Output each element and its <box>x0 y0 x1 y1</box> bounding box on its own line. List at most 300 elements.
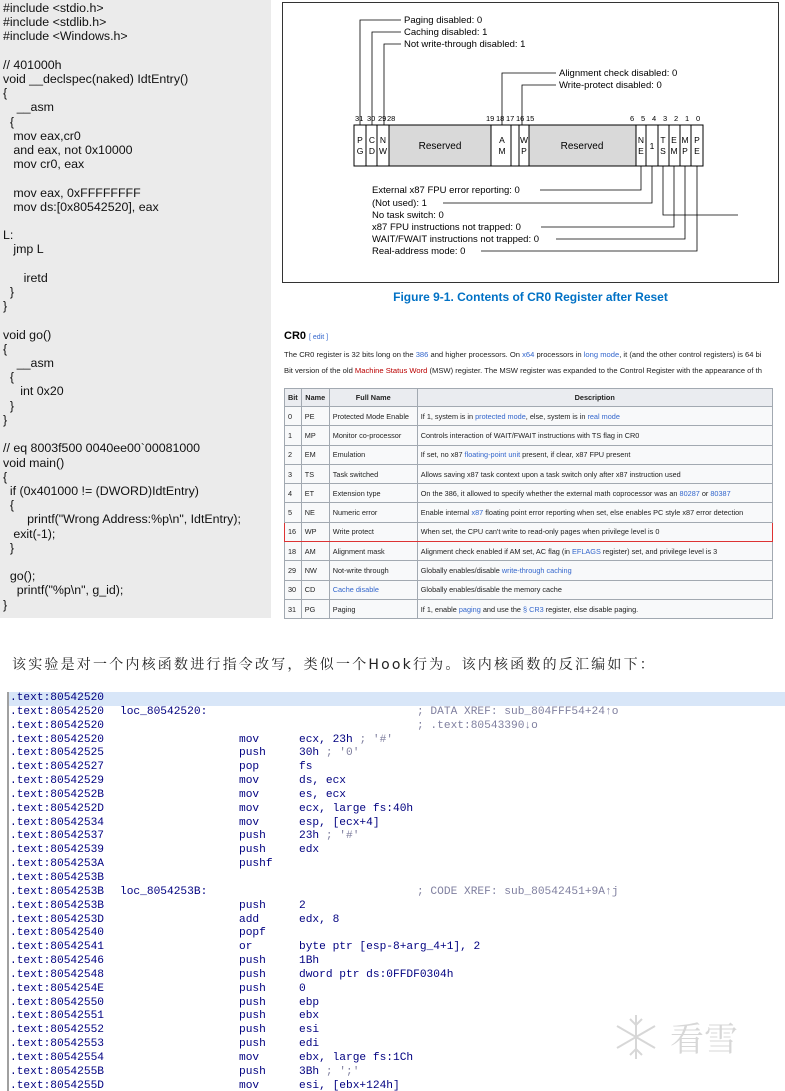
description-link[interactable]: 80387 <box>710 488 731 498</box>
cell-description <box>417 580 772 599</box>
description-text: , else, system is in <box>525 411 588 421</box>
cell-name: NE <box>301 503 329 522</box>
code-line: #include <Windows.h> <box>3 29 128 44</box>
svg-text:M: M <box>670 146 678 156</box>
svg-text:看雪: 看雪 <box>670 1020 738 1060</box>
code-line: // eq 8003f500 0040ee00`00081000 <box>3 441 201 456</box>
cell-description <box>417 484 772 503</box>
cr0-register-figure <box>282 2 779 283</box>
svg-text:3: 3 <box>663 114 668 123</box>
disasm-mnemonic: mov <box>239 775 260 788</box>
disasm-address: .text:80542551 <box>10 1010 104 1023</box>
disasm-line[interactable] <box>9 1066 785 1080</box>
cell-description <box>417 599 772 618</box>
disasm-address: .text:80542525 <box>10 747 104 760</box>
section-heading <box>284 330 328 342</box>
disasm-address: .text:80542552 <box>10 1024 104 1037</box>
description-text: floating point error reporting when set, else enables PC style x87 error detection <box>483 508 744 518</box>
disasm-operands: 30h ; '0' <box>299 747 360 760</box>
code-line: } <box>3 597 8 612</box>
svg-text:1: 1 <box>649 141 655 151</box>
disasm-mnemonic: push <box>239 1010 266 1023</box>
disasm-address: .text:8054253B <box>10 899 104 912</box>
code-line: __asm <box>3 100 54 115</box>
disasm-xref-comment: ; DATA XREF: sub_804FFF54+24↑o <box>417 705 619 718</box>
annotation-write-protect: Write-protect disabled: 0 <box>559 80 662 91</box>
cell-full-name: Alignment mask <box>329 542 417 561</box>
svg-text:5: 5 <box>641 114 646 123</box>
annotation-not-write-through: Not write-through disabled: 1 <box>404 39 526 50</box>
disasm-mnemonic: push <box>239 830 266 843</box>
full-name-link[interactable]: Cache disable <box>332 585 379 595</box>
cell-description <box>417 407 772 426</box>
disasm-operands: ecx, large fs:40h <box>299 802 414 815</box>
cell-bit: 1 <box>285 426 302 445</box>
cell-name: NW <box>301 561 329 580</box>
description-text: Globally enables/disable <box>420 566 502 576</box>
cell-name: EM <box>301 445 329 464</box>
description-text: If set, no x87 <box>420 450 465 460</box>
cell-full-name: Task switched <box>329 464 417 483</box>
top-leader-lines <box>360 20 401 125</box>
svg-text:W: W <box>519 135 529 145</box>
disasm-line[interactable] <box>9 720 785 734</box>
code-line: void main() <box>3 455 65 470</box>
source-code-panel <box>0 0 271 618</box>
table-row <box>285 445 773 464</box>
disasm-address: .text:8054253A <box>10 858 104 871</box>
disasm-line[interactable] <box>9 900 785 914</box>
description-link[interactable]: protected mode <box>475 411 526 421</box>
disasm-mnemonic: push <box>239 968 266 981</box>
disasm-line[interactable] <box>9 941 785 955</box>
disasm-line[interactable] <box>9 872 785 886</box>
svg-text:30: 30 <box>367 114 376 123</box>
code-line: { <box>3 114 15 129</box>
svg-text:Reserved: Reserved <box>418 141 462 152</box>
cell-full-name: Not-write through <box>329 561 417 580</box>
disasm-address: .text:80542527 <box>10 761 104 774</box>
code-line: #include <stdlib.h> <box>3 15 107 30</box>
disasm-mnemonic: mov <box>239 788 260 801</box>
disasm-operands: 3Bh ; ';' <box>299 1065 360 1078</box>
svg-text:N: N <box>637 135 645 145</box>
table-row <box>285 426 773 445</box>
annotation-not-used: (Not used): 1 <box>372 198 427 209</box>
cell-full-name: Monitor co-processor <box>329 426 417 445</box>
disasm-line[interactable] <box>9 706 785 720</box>
cell-description <box>417 561 772 580</box>
disasm-address: .text:80542534 <box>10 816 104 829</box>
disasm-operands: 23h ; '#' <box>299 830 360 843</box>
disasm-address: .text:80542520 <box>10 705 104 718</box>
disasm-address: .text:80542520 <box>10 692 104 704</box>
kanxue-watermark-logo <box>608 1007 778 1067</box>
svg-text:M: M <box>681 135 689 145</box>
svg-text:S: S <box>660 146 666 156</box>
cell-bit: 16 <box>285 522 302 541</box>
svg-text:E: E <box>671 135 677 145</box>
svg-text:28: 28 <box>387 114 396 123</box>
svg-text:C: C <box>368 135 376 145</box>
disasm-mnemonic: mov <box>239 802 260 815</box>
cell-full-name: Extension type <box>329 484 417 503</box>
cell-description <box>417 522 772 541</box>
code-line: { <box>3 370 15 385</box>
svg-text:P: P <box>521 146 527 156</box>
description-link[interactable]: real mode <box>587 411 620 421</box>
edit-link[interactable]: [ edit ] <box>309 334 329 341</box>
table-row <box>285 407 773 426</box>
disasm-line[interactable] <box>9 789 785 803</box>
code-line: mov cr0, eax <box>3 157 85 172</box>
cell-full-name <box>329 580 417 599</box>
annotation-mp: WAIT/FWAIT instructions not trapped: 0 <box>372 234 540 245</box>
link-x64[interactable]: x64 <box>522 350 535 359</box>
link-386[interactable]: 386 <box>415 350 429 359</box>
svg-text:E: E <box>638 146 644 156</box>
disasm-operands: fs <box>299 761 313 774</box>
svg-text:G: G <box>356 146 364 156</box>
code-line: mov eax, 0xFFFFFFFF <box>3 185 141 200</box>
cell-bit: 4 <box>285 484 302 503</box>
description-link[interactable]: § CR3 <box>523 604 544 614</box>
snowflake-icon <box>617 1015 655 1059</box>
code-line: exit(-1); <box>3 526 56 541</box>
figure-caption: Figure 9-1. Contents of CR0 Register after Reset <box>393 290 668 304</box>
cell-bit: 3 <box>285 464 302 483</box>
cell-name: CD <box>301 580 329 599</box>
description-text: register, else disable paging. <box>543 604 639 614</box>
disasm-line[interactable] <box>9 914 785 928</box>
code-line: void __declspec(naked) IdtEntry() <box>3 72 189 87</box>
code-line: // 401000h <box>3 57 62 72</box>
link-long-mode[interactable]: long mode <box>583 350 620 359</box>
svg-text:E: E <box>694 146 700 156</box>
description-text: or <box>699 488 711 498</box>
description-text: Controls interaction of WAIT/FWAIT instructions with TS flag in CR0 <box>420 430 640 440</box>
cell-description <box>417 445 772 464</box>
cell-bit: 29 <box>285 561 302 580</box>
description-link[interactable]: write-through caching <box>501 566 572 576</box>
description-text: Enable internal <box>420 508 472 518</box>
svg-text:N: N <box>379 135 387 145</box>
header-description: Description <box>417 389 772 407</box>
bit-numbers <box>355 114 700 123</box>
disasm-address: .text:80542539 <box>10 844 104 857</box>
code-line: #include <stdio.h> <box>3 1 104 15</box>
wiki-paragraph-line-2: Bit version of the old Machine Status Word (MSW) register. The MSW register was expanded to the Control Register with the appearance of th <box>284 366 762 375</box>
svg-text:31: 31 <box>355 114 364 123</box>
disasm-mnemonic: push <box>239 982 266 995</box>
cell-bit: 18 <box>285 542 302 561</box>
cell-description <box>417 464 772 483</box>
svg-text:D: D <box>368 146 376 156</box>
svg-text:16: 16 <box>516 114 525 123</box>
code-line: L: <box>3 228 14 243</box>
disasm-operands: 2 <box>299 899 306 912</box>
disasm-mnemonic: or <box>239 941 253 954</box>
disasm-operands: ds, ecx <box>299 775 346 788</box>
disasm-line[interactable] <box>9 761 785 775</box>
disasm-mnemonic: mov <box>239 1051 260 1064</box>
disasm-mnemonic: push <box>239 1038 266 1051</box>
disasm-line[interactable] <box>9 817 785 831</box>
table-row <box>285 464 773 483</box>
disasm-line[interactable] <box>9 858 785 872</box>
disasm-line[interactable] <box>9 692 785 706</box>
disasm-address: .text:80542540 <box>10 927 104 940</box>
wiki-paragraph-line-1: The CR0 register is 32 bits long on the 386 and higher processors. On x64 processors in long mode, it (and the other control registers) is 64 bi <box>284 350 762 359</box>
table-row <box>285 503 773 522</box>
disasm-address: .text:80542553 <box>10 1038 104 1051</box>
description-link[interactable]: floating-point unit <box>464 450 521 460</box>
code-line: } <box>3 285 15 300</box>
annotation-ne: External x87 FPU error reporting: 0 <box>372 185 520 196</box>
disasm-line[interactable] <box>9 775 785 789</box>
disasm-address: .text:80542550 <box>10 996 104 1009</box>
code-line: mov eax,cr0 <box>3 128 81 143</box>
svg-text:M: M <box>498 146 506 156</box>
cr0-diagram <box>283 3 780 284</box>
cr0-bits-table <box>284 388 773 619</box>
svg-text:29: 29 <box>378 114 387 123</box>
annotation-paging: Paging disabled: 0 <box>404 15 483 26</box>
disasm-operands: 0 <box>299 982 306 995</box>
disasm-mnemonic: mov <box>239 1079 260 1091</box>
svg-text:A: A <box>499 135 505 145</box>
svg-text:P: P <box>357 135 363 145</box>
svg-text:0: 0 <box>696 114 701 123</box>
code-line: go(); <box>3 569 36 584</box>
code-line: if (0x401000 != (DWORD)IdtEntry) <box>3 483 199 498</box>
disasm-operands: edx <box>299 844 320 857</box>
disasm-operands: ebx <box>299 1010 320 1023</box>
disasm-address: .text:8054255D <box>10 1079 104 1091</box>
svg-text:19: 19 <box>486 114 495 123</box>
code-line: { <box>3 341 8 356</box>
svg-text:6: 6 <box>630 114 635 123</box>
cell-full-name: Numeric error <box>329 503 417 522</box>
disasm-address: .text:8054254E <box>10 982 104 995</box>
disasm-mnemonic: add <box>239 913 260 926</box>
header-name: Name <box>301 389 329 407</box>
description-text: Alignment check enabled if AM set, AC flag (in <box>420 546 573 556</box>
disasm-address: .text:8054255B <box>10 1065 104 1078</box>
disasm-operands: dword ptr ds:0FFDF0304h <box>299 968 454 981</box>
annotation-caching: Caching disabled: 1 <box>404 27 488 38</box>
disasm-address: .text:8054253B <box>10 871 104 884</box>
disasm-operands: 1Bh <box>299 955 320 968</box>
cell-name: ET <box>301 484 329 503</box>
description-text: and use the <box>480 604 523 614</box>
svg-text:P: P <box>682 146 688 156</box>
disasm-char-comment: ; '#' <box>325 830 360 843</box>
disasm-address: .text:80542520 <box>10 733 104 746</box>
disasm-operands: esi, [ebx+124h] <box>299 1079 400 1091</box>
description-text: present, if clear, x87 FPU present <box>520 450 631 460</box>
cell-description <box>417 542 772 561</box>
disasm-address: .text:8054252B <box>10 788 104 801</box>
description-text: On the 386, it allowed to specify whether the external math coprocessor was an <box>420 488 680 498</box>
cell-name: PG <box>301 599 329 618</box>
disasm-address: .text:80542520 <box>10 719 104 732</box>
cell-bit: 0 <box>285 407 302 426</box>
disasm-operands: esp, [ecx+4] <box>299 816 380 829</box>
description-text: Globally enables/disable the memory cache <box>420 585 562 595</box>
disasm-line[interactable] <box>9 830 785 844</box>
disasm-mnemonic: mov <box>239 816 260 829</box>
table-row <box>285 522 773 541</box>
disasm-mnemonic: push <box>239 747 266 760</box>
disasm-line[interactable] <box>9 969 785 983</box>
table-row <box>285 561 773 580</box>
code-line: void go() <box>3 327 52 342</box>
code-line: mov ds:[0x80542520], eax <box>3 199 159 214</box>
disasm-address: .text:8054252D <box>10 802 104 815</box>
svg-text:2: 2 <box>674 114 679 123</box>
disasm-mnemonic: push <box>239 844 266 857</box>
disasm-char-comment: ; '0' <box>325 747 360 760</box>
description-link[interactable]: EFLAGS <box>572 546 601 556</box>
disasm-address: .text:80542546 <box>10 955 104 968</box>
code-line: printf("Wrong Address:%p\n", IdtEntry); <box>3 512 241 527</box>
svg-text:T: T <box>660 135 666 145</box>
bottom-annotations <box>372 185 539 257</box>
intro-sentence: 该实验是对一个内核函数进行指令改写，类似一个Hook行为。该内核函数的反汇编如下： <box>12 657 656 673</box>
disasm-address: .text:8054253D <box>10 913 104 926</box>
svg-text:4: 4 <box>652 114 657 123</box>
disasm-line[interactable] <box>9 1080 785 1091</box>
code-line: and eax, not 0x10000 <box>3 143 133 158</box>
description-link[interactable]: paging <box>458 604 481 614</box>
disasm-mnemonic: push <box>239 996 266 1009</box>
disasm-address: .text:80542548 <box>10 968 104 981</box>
cell-name: AM <box>301 542 329 561</box>
disasm-line[interactable] <box>9 844 785 858</box>
table-row <box>285 580 773 599</box>
disasm-mnemonic: popf <box>239 927 266 940</box>
svg-text:17: 17 <box>506 114 515 123</box>
disasm-operands: edi <box>299 1038 320 1051</box>
disasm-line[interactable] <box>9 734 785 748</box>
disasm-address: .text:8054253B <box>10 885 104 898</box>
table-row <box>285 542 773 561</box>
description-text: register) set, and privilege level is 3 <box>600 546 718 556</box>
disasm-line[interactable] <box>9 886 785 900</box>
code-line: iretd <box>3 270 48 285</box>
table-row <box>285 484 773 503</box>
disasm-mnemonic: pushf <box>239 858 273 871</box>
code-line: } <box>3 412 8 427</box>
description-text: If 1, enable <box>420 604 459 614</box>
cell-bit: 5 <box>285 503 302 522</box>
section-title: CR0 <box>284 330 307 342</box>
description-text: When set, the CPU can't write to read-only pages when privilege level is 0 <box>420 527 660 537</box>
code-line: printf("%p\n", g_id); <box>3 583 124 598</box>
code-line: __asm <box>3 356 54 371</box>
description-text: Allows saving x87 task context upon a task switch only after x87 instruction used <box>420 469 681 479</box>
cell-bit: 31 <box>285 599 302 618</box>
code-line: int 0x20 <box>3 384 64 399</box>
svg-text:1: 1 <box>685 114 690 123</box>
disasm-operands: ecx, 23h ; '#' <box>299 733 394 746</box>
disasm-xref-comment: ; .text:80543390↓o <box>417 719 538 732</box>
cell-description <box>417 426 772 445</box>
table-header-row <box>285 389 773 407</box>
disasm-operands: edx, 8 <box>299 913 340 926</box>
disasm-label: loc_80542520: <box>120 705 208 718</box>
cell-full-name: Protected Mode Enable <box>329 407 417 426</box>
annotation-pe: Real-address mode: 0 <box>372 246 466 257</box>
svg-text:W: W <box>378 146 388 156</box>
description-link[interactable]: x87 <box>471 508 484 518</box>
code-line: } <box>3 540 15 555</box>
header-full-name: Full Name <box>329 389 417 407</box>
cell-full-name: Emulation <box>329 445 417 464</box>
code-line: { <box>3 469 8 484</box>
svg-text:18: 18 <box>496 114 505 123</box>
code-line: { <box>3 498 15 513</box>
cell-full-name: Paging <box>329 599 417 618</box>
cell-name: TS <box>301 464 329 483</box>
cell-name: PE <box>301 407 329 426</box>
disasm-line[interactable] <box>9 955 785 969</box>
code-line: jmp L <box>3 242 44 257</box>
code-line: } <box>3 299 8 314</box>
cell-bit: 30 <box>285 580 302 599</box>
source-code <box>0 0 271 612</box>
disasm-mnemonic: push <box>239 955 266 968</box>
disasm-mnemonic: push <box>239 1065 266 1078</box>
disasm-mnemonic: push <box>239 899 266 912</box>
description-link[interactable]: 80287 <box>679 488 700 498</box>
disasm-line[interactable] <box>9 803 785 817</box>
disasm-operands: es, ecx <box>299 788 346 801</box>
disasm-line[interactable] <box>9 983 785 997</box>
disasm-char-comment: ; '#' <box>359 733 394 746</box>
disasm-char-comment: ; ';' <box>325 1065 360 1078</box>
disasm-operands: byte ptr [esp-8+arg_4+1], 2 <box>299 941 481 954</box>
disasm-operands: ebp <box>299 996 320 1009</box>
link-machine-status-word[interactable]: Machine Status Word <box>354 366 428 375</box>
svg-text:P: P <box>694 135 700 145</box>
disasm-xref-comment: ; CODE XREF: sub_80542451+9A↑j <box>417 885 619 898</box>
disasm-address: .text:80542541 <box>10 941 104 954</box>
table-row <box>285 599 773 618</box>
disasm-label: loc_8054253B: <box>120 885 208 898</box>
cell-bit: 2 <box>285 445 302 464</box>
code-line: { <box>3 86 8 101</box>
annotation-em: x87 FPU instructions not trapped: 0 <box>372 222 521 233</box>
header-bit: Bit <box>285 389 302 407</box>
cell-name: WP <box>301 522 329 541</box>
svg-text:15: 15 <box>526 114 535 123</box>
svg-text:Reserved: Reserved <box>560 141 604 152</box>
annotation-ts: No task switch: 0 <box>372 210 444 221</box>
disasm-mnemonic: push <box>239 1024 266 1037</box>
cell-full-name: Write protect <box>329 522 417 541</box>
cell-description <box>417 503 772 522</box>
disasm-address: .text:80542529 <box>10 775 104 788</box>
disasm-line[interactable] <box>9 927 785 941</box>
disasm-mnemonic: pop <box>239 761 260 774</box>
code-line: } <box>3 398 15 413</box>
cell-name: MP <box>301 426 329 445</box>
annotation-alignment-check: Alignment check disabled: 0 <box>559 68 678 79</box>
disasm-operands: esi <box>299 1024 320 1037</box>
disasm-line[interactable] <box>9 747 785 761</box>
